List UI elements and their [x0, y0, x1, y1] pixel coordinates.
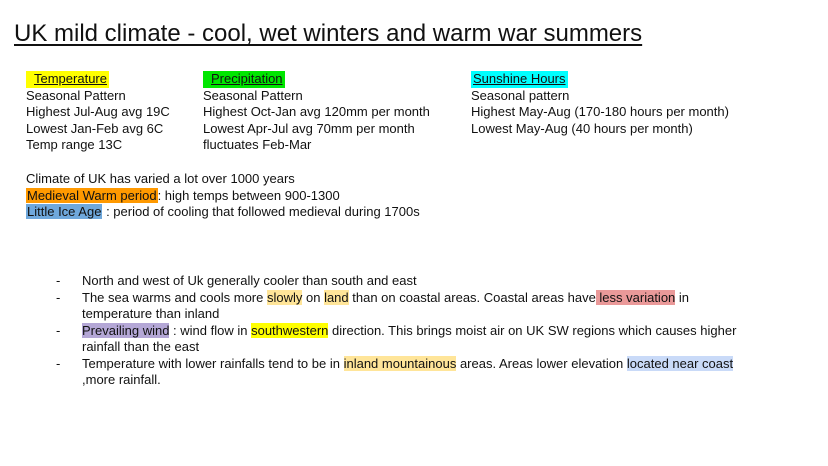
list-item — [56, 323, 756, 356]
medieval-description: : high temps between 900-1300 — [157, 187, 340, 203]
slowly-highlight: slowly — [266, 289, 303, 305]
bullet-text: than on coastal areas. Coastal areas have — [348, 289, 596, 305]
temperature-section — [26, 71, 170, 154]
prevailing-wind-highlight: Prevailing wind — [82, 322, 170, 338]
bullet-text: : wind flow in — [169, 322, 252, 338]
bullet-text: ,more rainfall. — [82, 372, 161, 387]
sunshine-line: Seasonal pattern — [471, 87, 570, 103]
bullet-dash: - — [56, 322, 61, 338]
precipitation-line: fluctuates Feb-Mar — [203, 137, 312, 152]
sunshine-line: Lowest May-Aug (40 hours per month) — [471, 120, 693, 136]
history-ice-age — [26, 204, 420, 221]
sunshine-line: Highest May-Aug (170-180 hours per month) — [471, 104, 729, 119]
list-item — [56, 356, 756, 389]
climate-history — [26, 171, 420, 221]
medieval-warm-period-highlight: Medieval Warm period — [27, 187, 157, 203]
bullet-text: areas. Areas lower elevation — [456, 355, 627, 371]
temperature-heading: Temperature — [26, 71, 109, 88]
bullet-text: on — [302, 289, 325, 305]
precipitation-heading: Precipitation — [203, 71, 285, 88]
list-item — [56, 290, 756, 323]
bullet-text: Temperature with lower rainfalls tend to be in — [82, 355, 344, 371]
temperature-line: Seasonal Pattern — [26, 87, 126, 103]
bullet-dash: - — [56, 355, 61, 371]
precipitation-section — [203, 71, 430, 154]
ice-age-description: : period of cooling that followed medieval during 1700s — [102, 204, 420, 219]
land-highlight: land — [324, 289, 349, 305]
bullet-text: The sea warms and cools more — [82, 289, 267, 305]
bullet-dash: - — [56, 273, 61, 288]
located-near-coast-highlight: located near coast — [626, 355, 734, 371]
sunshine-heading: Sunshine Hours — [473, 71, 566, 86]
bullet-text: in temperature than inland — [82, 289, 690, 321]
history-medieval — [26, 188, 420, 205]
southwestern-highlight: southwestern — [251, 322, 329, 338]
history-intro: Climate of UK has varied a lot over 1000 years — [26, 171, 295, 186]
bullet-text: direction. This brings moist air on UK SW regions which causes higher rainfall than the east — [82, 322, 737, 354]
temperature-line: Highest Jul-Aug avg 19C — [26, 104, 170, 119]
inland-mountainous-highlight: inland mountainous — [343, 355, 457, 371]
bullet-list — [56, 273, 756, 389]
little-ice-age-highlight: Little Ice Age — [27, 204, 102, 219]
bullet-dash: - — [56, 289, 61, 305]
temperature-line: Lowest Jan-Feb avg 6C — [26, 120, 164, 136]
temperature-line: Temp range 13C — [26, 137, 123, 152]
bullet-text: North and west of Uk generally cooler than south and east — [82, 273, 417, 288]
precipitation-line: Seasonal Pattern — [203, 87, 303, 103]
precipitation-line: Highest Oct-Jan avg 120mm per month — [203, 104, 430, 119]
precipitation-line: Lowest Apr-Jul avg 70mm per month — [203, 120, 415, 136]
less-variation-highlight: less variation — [595, 289, 676, 305]
list-item — [56, 273, 756, 290]
sunshine-section — [471, 71, 729, 137]
page-title: UK mild climate - cool, wet winters and warm war summers — [14, 20, 643, 47]
